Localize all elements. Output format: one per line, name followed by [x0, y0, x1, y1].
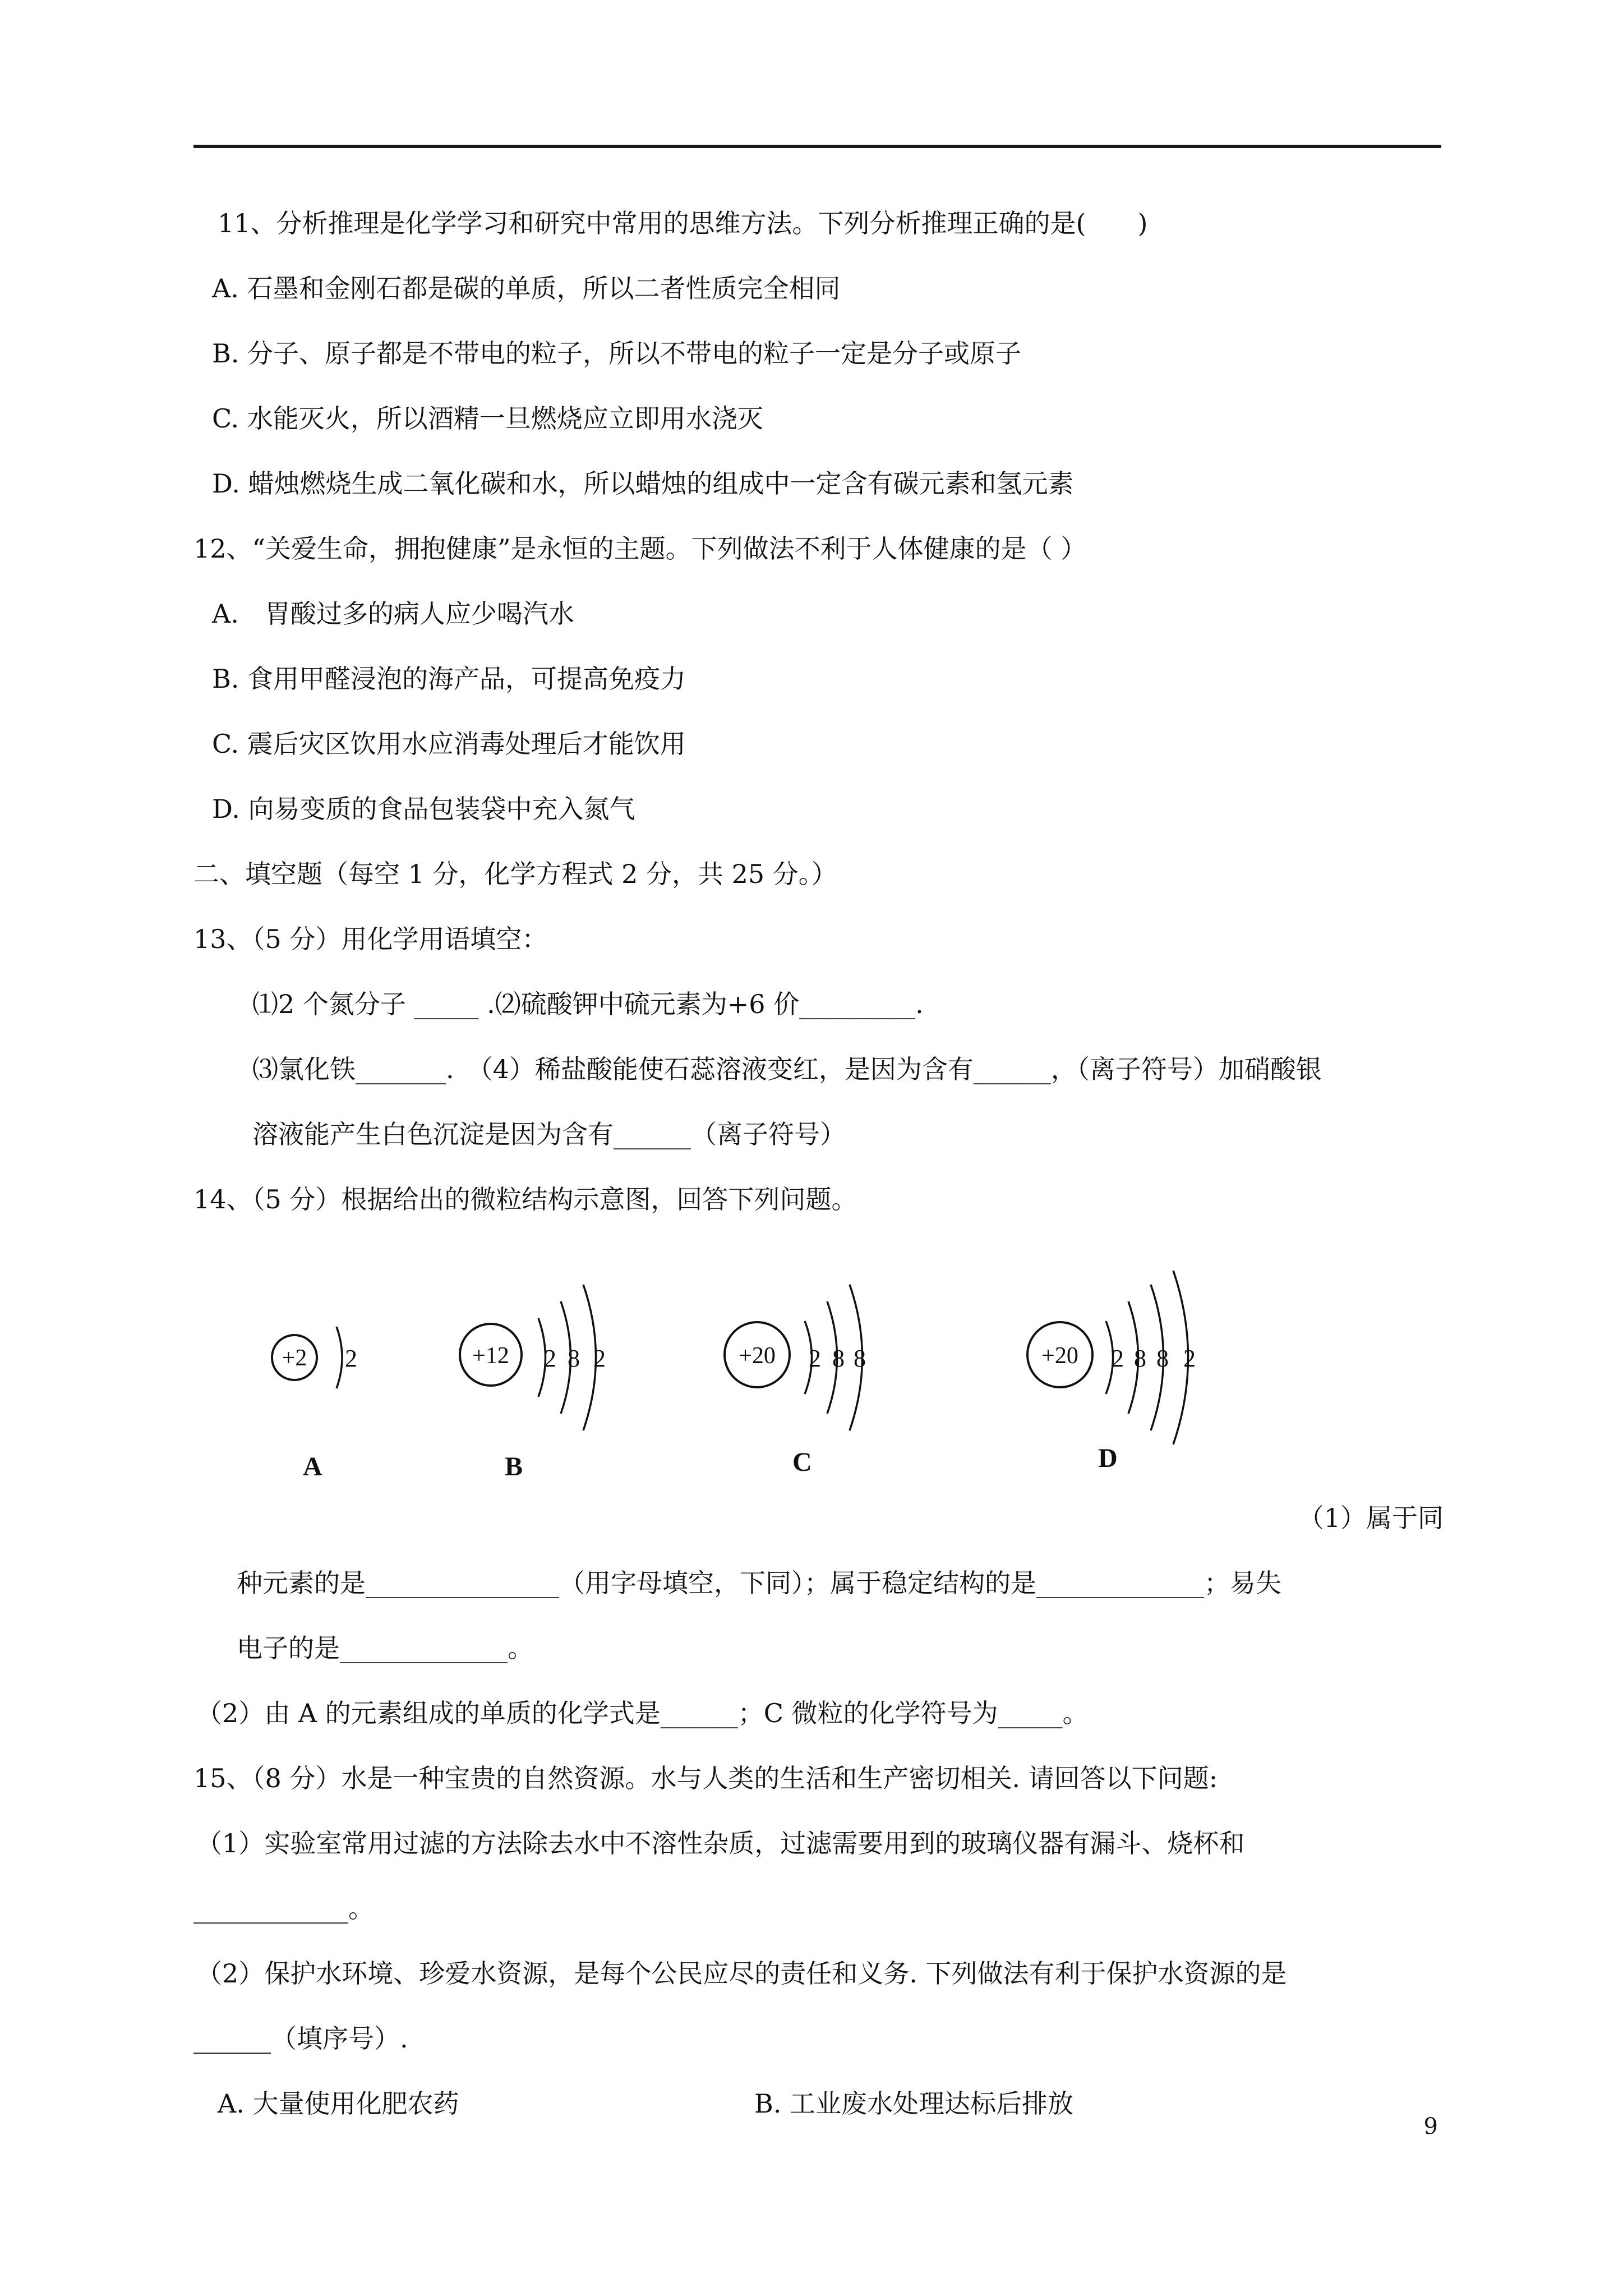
q11-option-c: C. 水能灭火，所以酒精一旦燃烧应立即用水浇灭	[212, 403, 763, 434]
q15-option-b: B. 工业废水处理达标后排放	[754, 2088, 1074, 2119]
q11-option-b: B. 分子、原子都是不带电的粒子，所以不带电的粒子一定是分子或原子	[212, 338, 1022, 369]
q12-option-b: B. 食用甲醛浸泡的海产品，可提高免疫力	[212, 664, 686, 694]
q13-line-2: ⑶氯化铁_______. （4）稀盐酸能使石蕊溶液变红，是因为含有______，（离子符号）加硝酸银	[252, 1054, 1322, 1084]
q14-part-1-end: 电子的是_____________。	[237, 1633, 533, 1663]
q14-part-2: （2）由 A 的元素组成的单质的化学式是______；C 微粒的化学符号为_____。	[196, 1698, 1089, 1728]
label-a: A	[303, 1452, 322, 1481]
question-13: 13、（5 分）用化学用语填空：	[193, 924, 548, 954]
atom-c	[725, 1285, 866, 1477]
q12-option-c: C. 震后灾区饮用水应消毒处理后才能饮用	[212, 729, 686, 759]
q14-part-1-start: （1）属于同	[1298, 1503, 1444, 1533]
shell-c-1: 2	[809, 1345, 821, 1372]
q11-option-a: A. 石墨和金刚石都是碳的单质，所以二者性质完全相同	[212, 273, 841, 303]
shell-b-2: 8	[568, 1345, 580, 1372]
q14-part-1-cont: 种元素的是_______________（用字母填空，下同）；属于稳定结构的是_____________；易失	[237, 1568, 1281, 1598]
label-b: B	[505, 1452, 523, 1481]
nucleus-a: +2	[282, 1345, 307, 1371]
label-c: C	[792, 1447, 812, 1477]
question-14: 14、（5 分）根据给出的微粒结构示意图，回答下列问题。	[193, 1184, 857, 1214]
q15-part-2-blank: ______（填序号）.	[193, 2023, 408, 2054]
shell-b-1: 2	[544, 1345, 556, 1372]
question-11: 11、分析推理是化学学习和研究中常用的思维方法。下列分析推理正确的是( )	[218, 208, 1148, 238]
nucleus-c: +20	[739, 1343, 776, 1369]
nucleus-d: +20	[1041, 1343, 1078, 1369]
shell-c-3: 8	[854, 1345, 866, 1372]
shell-d-3: 8	[1156, 1345, 1169, 1372]
header-rule	[193, 145, 1441, 148]
question-15: 15、（8 分）水是一种宝贵的自然资源。水与人类的生活和生产密切相关. 请回答以下问题:	[193, 1763, 1218, 1793]
q15-part-1-blank: ____________。	[193, 1893, 374, 1924]
question-12: 12、“关爱生命，拥抱健康”是永恒的主题。下列做法不利于人体健康的是（ ）	[193, 533, 1087, 564]
shell-a-1: 2	[345, 1345, 357, 1372]
shell-c-2: 8	[832, 1345, 845, 1372]
q11-option-d: D. 蜡烛燃烧生成二氧化碳和水，所以蜡烛的组成中一定含有碳元素和氢元素	[212, 468, 1074, 499]
shell-d-4: 2	[1183, 1345, 1196, 1372]
atom-d	[1027, 1271, 1196, 1473]
particle-structure-diagram	[247, 1268, 1312, 1515]
q13-line-3: 溶液能产生白色沉淀是因为含有______（离子符号）	[252, 1119, 846, 1149]
atom-a	[272, 1327, 357, 1481]
q15-part-1: （1）实验室常用过滤的方法除去水中不溶性杂质，过滤需要用到的玻璃仪器有漏斗、烧杯和	[196, 1828, 1245, 1858]
q15-part-2: （2）保护水环境、珍爱水资源，是每个公民应尽的责任和义务. 下列做法有利于保护水资源的是	[196, 1958, 1287, 1989]
q15-option-a: A. 大量使用化肥农药	[218, 2088, 459, 2119]
section-2-heading: 二、填空题（每空 1 分，化学方程式 2 分，共 25 分。）	[193, 859, 837, 889]
nucleus-b: +12	[472, 1343, 509, 1369]
page-number: 9	[1423, 2114, 1438, 2139]
shell-d-2: 8	[1134, 1345, 1146, 1372]
q13-line-1: ⑴2 个氮分子 _____ .⑵硫酸钾中硫元素为+6 价_________.	[252, 989, 924, 1019]
label-d: D	[1098, 1443, 1118, 1473]
q12-option-d: D. 向易变质的食品包装袋中充入氮气	[212, 794, 635, 824]
q12-option-a: A. 胃酸过多的病人应少喝汽水	[212, 599, 574, 629]
atom-b	[460, 1285, 606, 1481]
shell-b-3: 2	[593, 1345, 606, 1372]
shell-d-1: 2	[1112, 1345, 1124, 1372]
